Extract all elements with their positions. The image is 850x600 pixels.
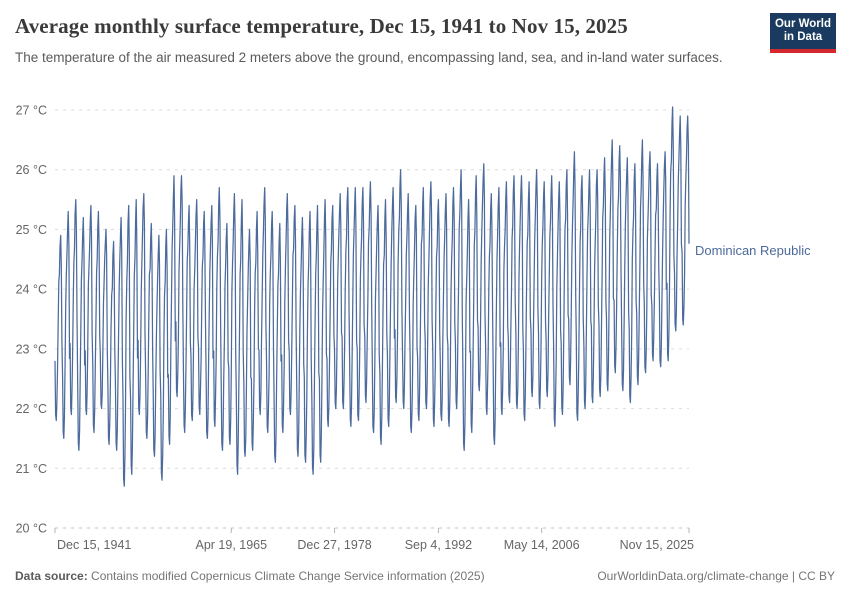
- x-axis-tick-label: Dec 15, 1941: [57, 538, 132, 552]
- y-axis-tick-label: 26 °C: [15, 163, 47, 178]
- series-line-dominican-republic[interactable]: [55, 107, 689, 486]
- y-axis-tick-label: 25 °C: [15, 222, 47, 237]
- owid-logo-line2: in Data: [783, 31, 823, 43]
- owid-logo-line1: Our World: [774, 18, 831, 30]
- data-source-label: Data source:: [15, 569, 88, 583]
- y-axis-tick-label: 24 °C: [15, 282, 47, 297]
- data-source-text: Contains modified Copernicus Climate Change Service information (2025): [87, 569, 485, 583]
- series-label-dominican-republic[interactable]: Dominican Republic: [695, 243, 811, 258]
- chart-subtitle: The temperature of the air measured 2 meters above the ground, encompassing land, sea, and in-land water surfaces.: [15, 50, 723, 65]
- chart-footer: [15, 569, 835, 583]
- data-source: [15, 569, 485, 583]
- y-axis-tick-label: 27 °C: [15, 103, 47, 118]
- y-axis-tick-label: 22 °C: [15, 402, 47, 417]
- y-axis-tick-label: 21 °C: [15, 461, 47, 476]
- page-title: Average monthly surface temperature, Dec 15, 1941 to Nov 15, 2025: [15, 14, 628, 38]
- credit-link[interactable]: OurWorldinData.org/climate-change | CC BY: [597, 569, 835, 583]
- y-axis-tick-label: 23 °C: [15, 342, 47, 357]
- x-axis-tick-label: Dec 27, 1978: [297, 538, 372, 552]
- y-axis-tick-label: 20 °C: [15, 521, 47, 536]
- x-axis-tick-label: Apr 19, 1965: [195, 538, 268, 552]
- x-axis-tick-label: Nov 15, 2025: [619, 538, 694, 552]
- x-axis-tick-label: May 14, 2006: [503, 538, 580, 552]
- x-axis-tick-label: Sep 4, 1992: [404, 538, 473, 552]
